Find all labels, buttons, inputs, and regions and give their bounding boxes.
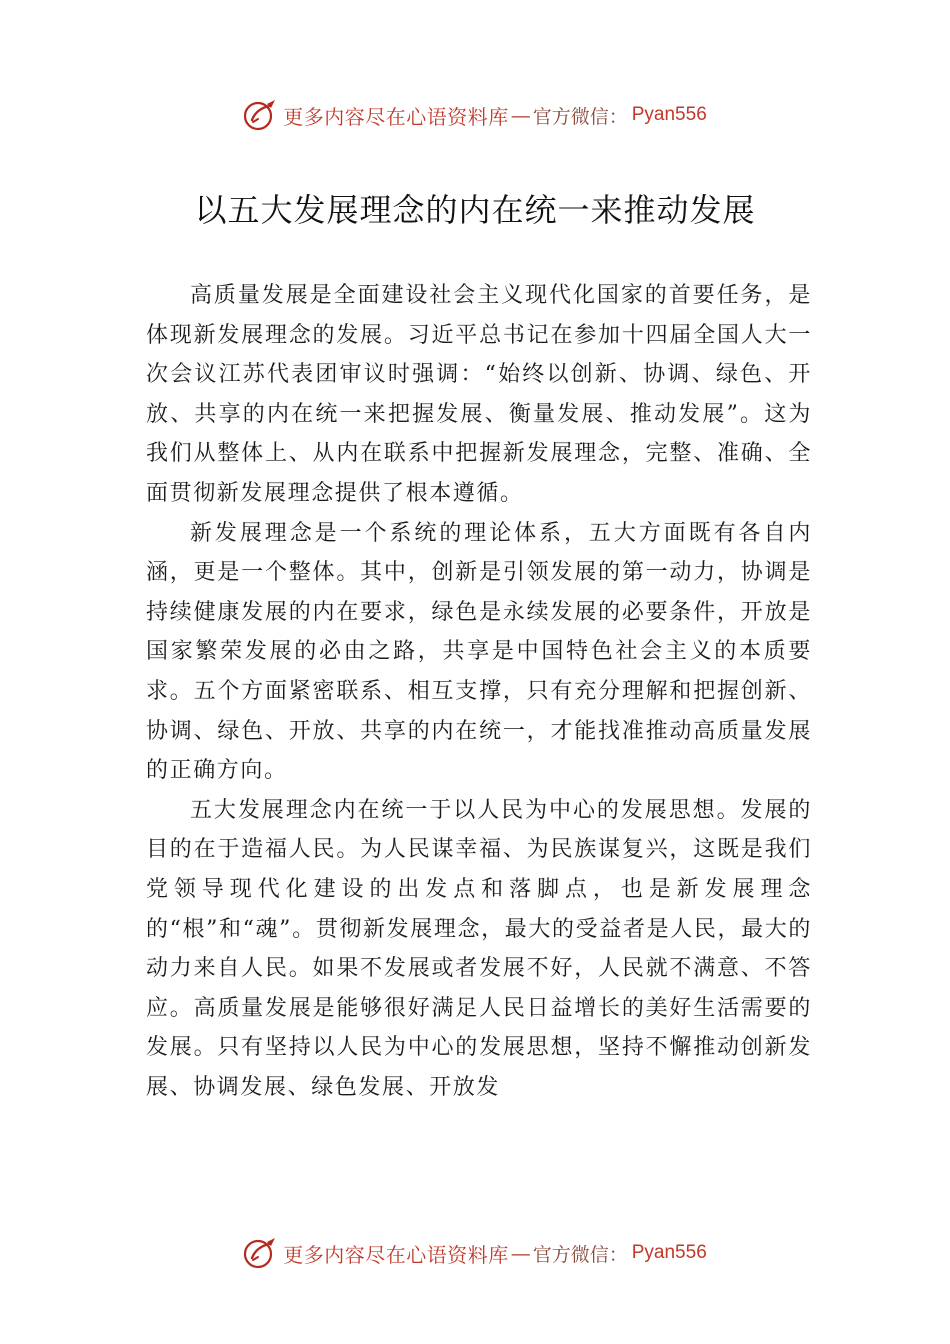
header-banner xyxy=(0,95,950,135)
banner-separator: — xyxy=(510,1241,531,1265)
banner-separator: — xyxy=(510,103,531,127)
document-title: 以五大发展理念的内在统一来推动发展 xyxy=(194,191,756,229)
paragraph: 高质量发展是全面建设社会主义现代化国家的首要任务，是体现新发展理念的发展。习近平总书记在参加十四届全国人大一次会议江苏代表团审议时强调：“始终以创新、协调、绿色、开放、共享的内在统一来把握发展、衡量发展、推动发展”。这为我们从整体上、从内在联系中把握新发展理念，完整、准确、全面贯彻新发展理念提供了根本遵循。 xyxy=(146,283,812,506)
banner-promo-text: 更多内容尽在心语资料库 xyxy=(283,1242,509,1267)
banner-promo-text: 更多内容尽在心语资料库 xyxy=(283,104,509,129)
banner-wechat-id: Pyan556 xyxy=(631,1242,707,1263)
footer-banner xyxy=(0,1233,950,1273)
paragraph: 新发展理念是一个系统的理论体系，五大方面既有各自内涵，更是一个整体。其中，创新是引领发展的第一动力，协调是持续健康发展的内在要求，绿色是永续发展的必要条件，开放是国家繁荣发展的必由之路，共享是中国特色社会主义的本质要求。五个方面紧密联系、相互支撑，只有充分理解和把握创新、协调、绿色、开放、共享的内在统一，才能找准推动高质量发展的正确方向。 xyxy=(146,520,812,784)
pen-seal-logo-icon xyxy=(243,98,277,132)
banner-wechat-id: Pyan556 xyxy=(631,104,707,125)
paragraph: 五大发展理念内在统一于以人民为中心的发展思想。发展的目的在于造福人民。为人民谋幸福、为民族谋复兴，这既是我们党领导现代化建设的出发点和落脚点，也是新发展理念的“根”和“魂”。贯彻新发展理念，最大的受益者是人民，最大的动力来自人民。如果不发展或者发展不好，人民就不满意、不答应。高质量发展是能够很好满足人民日益增长的美好生活需要的发展。只有坚持以人民为中心的发展思想，坚持不懈推动创新发展、协调发展、绿色发展、开放发 xyxy=(146,797,812,1100)
banner-wechat-label: 官方微信： xyxy=(532,105,628,128)
pen-seal-logo-icon xyxy=(243,1236,277,1270)
document-body xyxy=(146,276,812,1107)
banner-wechat-label: 官方微信： xyxy=(532,1243,628,1266)
